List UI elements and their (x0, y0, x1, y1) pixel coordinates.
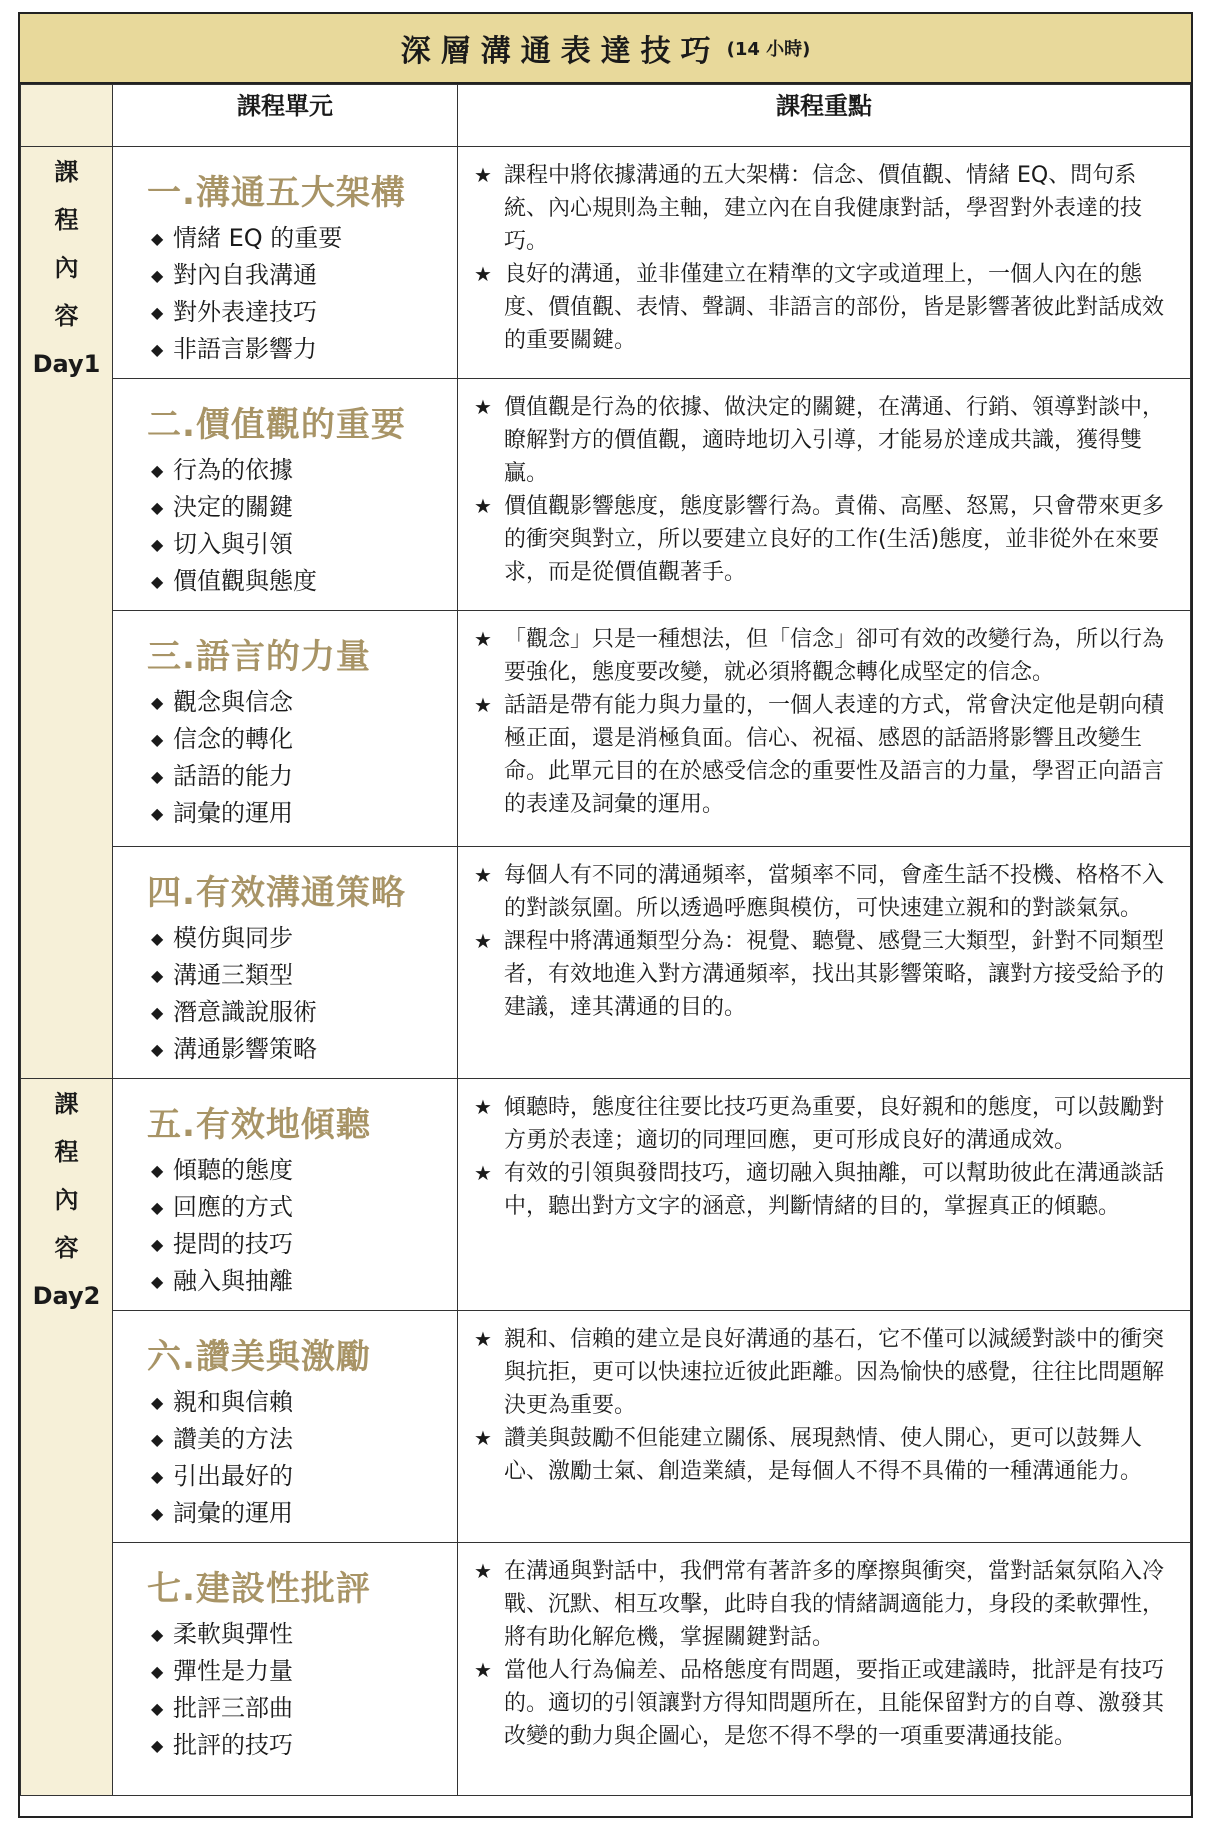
course-duration: (14 小時) (726, 39, 811, 60)
star-bullet-icon: ★ (474, 1559, 492, 1583)
star-bullet-icon: ★ (474, 1658, 492, 1682)
key-point-text: 在溝通與對話中，我們常有著許多的摩擦與衝突，當對話氣氛陷入冷戰、沉默、相互攻擊，此時自我的情緒調適能力，身段的柔軟彈性，將有助化解危機，掌握關鍵對話。 (504, 1559, 1165, 1650)
points-cell (458, 1079, 1191, 1311)
unit-item (147, 1189, 443, 1226)
points-cell (458, 379, 1191, 611)
diamond-bullet-icon: ◆ (151, 1198, 164, 1217)
key-point (474, 1091, 1174, 1157)
points-cell (458, 1311, 1191, 1543)
unit-item (147, 526, 443, 563)
unit-item-text: 回應的方式 (173, 1193, 293, 1221)
key-point-text: 價值觀影響態度，態度影響行為。責備、高壓、怒罵，只會帶來更多的衝突與對立，所以要建立良好的工作(生活)態度，並非從外在來要求，而是從價值觀著手。 (504, 494, 1165, 585)
diamond-bullet-icon: ◆ (151, 693, 164, 712)
unit-cell (113, 379, 458, 611)
unit-item (147, 489, 443, 526)
unit-row (21, 611, 1191, 847)
points-column-header: 課程重點 (458, 85, 1191, 147)
diamond-bullet-icon: ◆ (151, 1504, 164, 1523)
key-point (474, 1323, 1174, 1422)
unit-item-text: 溝通三類型 (173, 961, 293, 989)
diamond-bullet-icon: ◆ (151, 1625, 164, 1644)
unit-item-text: 對內自我溝通 (173, 261, 317, 289)
unit-item (147, 452, 443, 489)
unit-item-text: 詞彙的運用 (173, 799, 293, 827)
unit-item (147, 1152, 443, 1189)
diamond-bullet-icon: ◆ (151, 966, 164, 985)
key-point (474, 1422, 1174, 1488)
course-outline-table (20, 84, 1191, 1796)
unit-item-text: 傾聽的態度 (173, 1156, 293, 1184)
key-point-text: 良好的溝通，並非僅建立在精準的文字或道理上，一個人內在的態度、價值觀、表情、聲調、非語言的部份，皆是影響著彼此對話成效的重要關鍵。 (504, 262, 1165, 353)
diamond-bullet-icon: ◆ (151, 498, 164, 517)
unit-item-text: 情緒 EQ 的重要 (173, 224, 343, 252)
key-point (474, 859, 1174, 925)
unit-item (147, 257, 443, 294)
unit-item-text: 柔軟與彈性 (173, 1620, 293, 1648)
day-label-char: 內 (54, 1186, 79, 1214)
unit-item-text: 模仿與同步 (173, 924, 293, 952)
unit-item (147, 1263, 443, 1300)
unit-item (147, 1495, 443, 1532)
unit-cell (113, 1079, 458, 1311)
unit-item-text: 觀念與信念 (173, 688, 293, 716)
unit-cell (113, 1311, 458, 1543)
diamond-bullet-icon: ◆ (151, 929, 164, 948)
star-bullet-icon: ★ (474, 1161, 492, 1185)
diamond-bullet-icon: ◆ (151, 461, 164, 480)
unit-item (147, 721, 443, 758)
unit-item-text: 信念的轉化 (173, 725, 293, 753)
diamond-bullet-icon: ◆ (151, 1662, 164, 1681)
day-label-char: 課 (54, 158, 79, 186)
unit-item-text: 引出最好的 (173, 1462, 293, 1490)
day-label-1 (21, 147, 113, 1079)
title-bar (20, 14, 1191, 84)
key-point-text: 有效的引領與發問技巧，適切融入與抽離，可以幫助彼此在溝通談話中，聽出對方文字的涵意，判斷情緒的目的，掌握真正的傾聽。 (504, 1161, 1165, 1219)
unit-item (147, 684, 443, 721)
unit-item (147, 1031, 443, 1068)
diamond-bullet-icon: ◆ (151, 804, 164, 823)
star-bullet-icon: ★ (474, 395, 492, 419)
diamond-bullet-icon: ◆ (151, 767, 164, 786)
key-point (474, 1555, 1174, 1654)
key-point-text: 課程中將依據溝通的五大架構：信念、價值觀、情緒 EQ、問句系統、內心規則為主軸，建立內在自我健康對話，學習對外表達的技巧。 (504, 163, 1143, 254)
course-outline-sheet (18, 12, 1193, 1818)
key-point (474, 258, 1174, 357)
day-label-day: Day2 (32, 1282, 101, 1310)
diamond-bullet-icon: ◆ (151, 1467, 164, 1486)
unit-cell (113, 1543, 458, 1796)
unit-title: 五.有效地傾聽 (147, 1105, 371, 1145)
day-label-2 (21, 1079, 113, 1796)
unit-item (147, 1727, 443, 1764)
unit-item-text: 切入與引領 (173, 530, 293, 558)
diamond-bullet-icon: ◆ (151, 1736, 164, 1755)
unit-item (147, 1458, 443, 1495)
unit-item-text: 批評三部曲 (173, 1694, 293, 1722)
day-column-header (21, 85, 113, 147)
unit-row (21, 1079, 1191, 1311)
unit-item (147, 220, 443, 257)
unit-row (21, 379, 1191, 611)
day-label-char: 容 (54, 302, 79, 330)
unit-cell (113, 611, 458, 847)
diamond-bullet-icon: ◆ (151, 229, 164, 248)
unit-item (147, 758, 443, 795)
unit-row (21, 1543, 1191, 1796)
unit-cell (113, 147, 458, 379)
key-point-text: 價值觀是行為的依據、做決定的關鍵，在溝通、行銷、領導對談中，瞭解對方的價值觀，適時地切入引導，才能易於達成共識，獲得雙贏。 (504, 395, 1165, 486)
unit-item (147, 920, 443, 957)
star-bullet-icon: ★ (474, 693, 492, 717)
unit-item (147, 795, 443, 832)
unit-title: 四.有效溝通策略 (147, 873, 406, 913)
diamond-bullet-icon: ◆ (151, 730, 164, 749)
points-cell (458, 847, 1191, 1079)
diamond-bullet-icon: ◆ (151, 1003, 164, 1022)
unit-item (147, 1226, 443, 1263)
points-cell (458, 1543, 1191, 1796)
column-header-row (21, 85, 1191, 147)
star-bullet-icon: ★ (474, 494, 492, 518)
key-point-text: 當他人行為偏差、品格態度有問題，要指正或建議時，批評是有技巧的。適切的引領讓對方得知問題所在，且能保留對方的自尊、激發其改變的動力與企圖心，是您不得不學的一項重要溝通技能。 (504, 1658, 1165, 1749)
unit-item (147, 563, 443, 600)
day-label-char: 程 (54, 206, 79, 234)
unit-item-text: 對外表達技巧 (173, 298, 317, 326)
unit-title: 六.讚美與激勵 (147, 1337, 371, 1377)
unit-item-text: 決定的關鍵 (173, 493, 293, 521)
unit-item-text: 彈性是力量 (173, 1657, 293, 1685)
star-bullet-icon: ★ (474, 262, 492, 286)
star-bullet-icon: ★ (474, 1426, 492, 1450)
unit-item-text: 批評的技巧 (173, 1731, 293, 1759)
key-point (474, 159, 1174, 258)
key-point-text: 課程中將溝通類型分為：視覺、聽覺、感覺三大類型，針對不同類型者，有效地進入對方溝通頻率，找出其影響策略，讓對方接受給予的建議，達其溝通的目的。 (504, 929, 1165, 1020)
unit-item-text: 潛意識說服術 (173, 998, 317, 1026)
unit-column-header: 課程單元 (113, 85, 458, 147)
unit-item-text: 讚美的方法 (173, 1425, 293, 1453)
day-label-char: 容 (54, 1234, 79, 1262)
diamond-bullet-icon: ◆ (151, 266, 164, 285)
key-point-text: 每個人有不同的溝通頻率，當頻率不同，會產生話不投機、格格不入的對談氛圍。所以透過呼應與模仿，可快速建立親和的對談氣氛。 (504, 863, 1165, 921)
key-point (474, 925, 1174, 1024)
unit-item-text: 融入與抽離 (173, 1267, 293, 1295)
unit-row (21, 847, 1191, 1079)
diamond-bullet-icon: ◆ (151, 303, 164, 322)
unit-item-text: 價值觀與態度 (173, 567, 317, 595)
unit-item (147, 331, 443, 368)
key-point-text: 讚美與鼓勵不但能建立關係、展現熱情、使人開心，更可以鼓舞人心、激勵士氣、創造業績，是每個人不得不具備的一種溝通能力。 (504, 1426, 1143, 1484)
unit-cell (113, 847, 458, 1079)
course-title: 深層溝通表達技巧 (400, 34, 721, 69)
diamond-bullet-icon: ◆ (151, 1235, 164, 1254)
diamond-bullet-icon: ◆ (151, 1161, 164, 1180)
star-bullet-icon: ★ (474, 163, 492, 187)
key-point (474, 1654, 1174, 1753)
unit-item (147, 1690, 443, 1727)
unit-item (147, 1421, 443, 1458)
key-point-text: 「觀念」只是一種想法，但「信念」卻可有效的改變行為，所以行為要強化，態度要改變，就必須將觀念轉化成堅定的信念。 (504, 627, 1165, 685)
unit-item (147, 294, 443, 331)
unit-title: 一.溝通五大架構 (147, 173, 406, 213)
unit-title: 三.語言的力量 (147, 637, 371, 677)
star-bullet-icon: ★ (474, 929, 492, 953)
unit-item-text: 話語的能力 (173, 762, 293, 790)
diamond-bullet-icon: ◆ (151, 1272, 164, 1291)
day-label-char: 程 (54, 1138, 79, 1166)
star-bullet-icon: ★ (474, 1095, 492, 1119)
key-point (474, 1157, 1174, 1223)
unit-item-text: 親和與信賴 (173, 1388, 293, 1416)
unit-item-text: 詞彙的運用 (173, 1499, 293, 1527)
star-bullet-icon: ★ (474, 863, 492, 887)
unit-title: 七.建設性批評 (147, 1569, 371, 1609)
day-label-char: 課 (54, 1090, 79, 1118)
key-point (474, 490, 1174, 589)
diamond-bullet-icon: ◆ (151, 1393, 164, 1412)
unit-item (147, 1616, 443, 1653)
unit-row (21, 147, 1191, 379)
day-label-day: Day1 (32, 350, 101, 378)
diamond-bullet-icon: ◆ (151, 535, 164, 554)
key-point-text: 傾聽時，態度往往要比技巧更為重要，良好親和的態度，可以鼓勵對方勇於表達；適切的同理回應，更可形成良好的溝通成效。 (504, 1095, 1165, 1153)
unit-item (147, 1384, 443, 1421)
points-cell (458, 611, 1191, 847)
key-point (474, 623, 1174, 689)
diamond-bullet-icon: ◆ (151, 1699, 164, 1718)
unit-item-text: 溝通影響策略 (173, 1035, 317, 1063)
diamond-bullet-icon: ◆ (151, 572, 164, 591)
unit-item (147, 994, 443, 1031)
key-point-text: 話語是帶有能力與力量的，一個人表達的方式，常會決定他是朝向積極正面，還是消極負面。信心、祝福、感恩的話語將影響且改變生命。此單元目的在於感受信念的重要性及語言的力量，學習正向語言的表達及詞彙的運用。 (504, 693, 1165, 817)
unit-item-text: 非語言影響力 (173, 335, 317, 363)
unit-item (147, 957, 443, 994)
day-label-char: 內 (54, 254, 79, 282)
star-bullet-icon: ★ (474, 627, 492, 651)
unit-row (21, 1311, 1191, 1543)
key-point (474, 689, 1174, 821)
unit-item-text: 提問的技巧 (173, 1230, 293, 1258)
points-cell (458, 147, 1191, 379)
unit-item (147, 1653, 443, 1690)
diamond-bullet-icon: ◆ (151, 1430, 164, 1449)
unit-title: 二.價值觀的重要 (147, 405, 406, 445)
diamond-bullet-icon: ◆ (151, 1040, 164, 1059)
star-bullet-icon: ★ (474, 1327, 492, 1351)
outline-body (21, 147, 1191, 1796)
key-point (474, 391, 1174, 490)
key-point-text: 親和、信賴的建立是良好溝通的基石，它不僅可以減緩對談中的衝突與抗拒，更可以快速拉近彼此距離。因為愉快的感覺，往往比問題解決更為重要。 (504, 1327, 1165, 1418)
diamond-bullet-icon: ◆ (151, 340, 164, 359)
unit-item-text: 行為的依據 (173, 456, 293, 484)
